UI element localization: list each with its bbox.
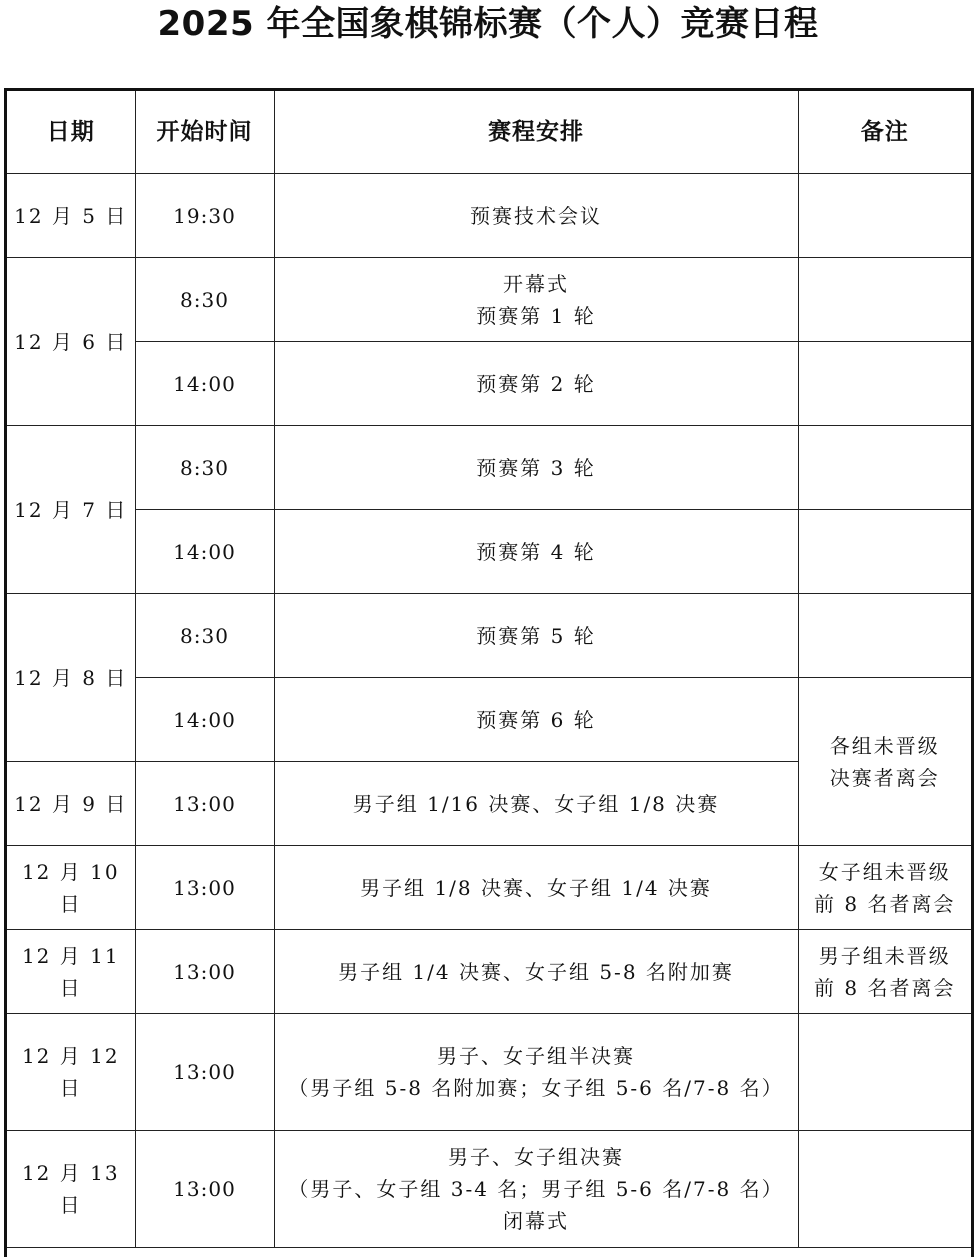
time-cell: 13:00 [135, 930, 274, 1014]
schedule-line: 预赛第 2 轮 [476, 371, 596, 396]
schedule-line: 预赛第 3 轮 [476, 455, 596, 480]
schedule-line: 预赛第 4 轮 [476, 539, 596, 564]
schedule-line: 男子组 1/8 决赛、女子组 1/4 决赛 [360, 875, 712, 900]
schedule-cell [274, 846, 798, 930]
time-cell: 8:30 [135, 258, 274, 342]
note-line: 前 8 名者离会 [814, 891, 956, 916]
table-row [7, 258, 971, 342]
header-time: 开始时间 [135, 91, 274, 174]
schedule-line: 男子组 1/16 决赛、女子组 1/8 决赛 [352, 791, 720, 816]
time-cell: 14:00 [135, 678, 274, 762]
time-cell: 19:30 [135, 174, 274, 258]
date-cell: 12 月 9 日 [7, 762, 135, 846]
header-date: 日期 [7, 91, 135, 174]
table-row [7, 846, 971, 930]
date-cell: 12 月 8 日 [7, 594, 135, 762]
schedule-cell [274, 1131, 798, 1248]
note-line: 前 8 名者离会 [814, 975, 956, 1000]
note-cell [798, 174, 971, 258]
header-row [7, 91, 971, 174]
note-cell [798, 510, 971, 594]
schedule-cell [274, 426, 798, 510]
schedule-cell [274, 342, 798, 426]
time-cell: 14:00 [135, 342, 274, 426]
schedule-table [7, 91, 971, 1248]
page-title: 2025 年全国象棋锦标赛（个人）竞赛日程 [157, 4, 819, 44]
schedule-cell [274, 1014, 798, 1131]
note-cell [798, 930, 971, 1014]
date-cell: 12 月 11 日 [7, 930, 135, 1014]
header-note: 备注 [798, 91, 971, 174]
schedule-line: 开幕式 [503, 271, 569, 296]
schedule-line: 预赛第 1 轮 [476, 303, 596, 328]
table-row [7, 930, 971, 1014]
schedule-line: 预赛第 5 轮 [476, 623, 596, 648]
table-row [7, 1014, 971, 1131]
table-row [7, 426, 971, 510]
note-cell [798, 678, 971, 846]
table-row [7, 342, 971, 426]
note-line: 决赛者离会 [829, 765, 940, 790]
schedule-cell [274, 762, 798, 846]
date-cell: 12 月 10 日 [7, 846, 135, 930]
time-cell: 13:00 [135, 846, 274, 930]
schedule-line: 闭幕式 [503, 1209, 569, 1233]
note-line: 各组未晋级 [829, 733, 940, 758]
schedule-line: 男子、女子组半决赛 [437, 1044, 635, 1068]
schedule-line: 预赛第 6 轮 [476, 707, 596, 732]
date-cell: 12 月 12 日 [7, 1014, 135, 1131]
schedule-line: 预赛技术会议 [470, 203, 602, 228]
date-cell: 12 月 7 日 [7, 426, 135, 594]
schedule-cell [274, 594, 798, 678]
time-cell: 8:30 [135, 594, 274, 678]
schedule-line: （男子组 5-8 名附加赛；女子组 5-6 名/7-8 名） [288, 1076, 784, 1100]
time-cell: 13:00 [135, 1131, 274, 1248]
note-cell [798, 594, 971, 678]
date-cell: 12 月 5 日 [7, 174, 135, 258]
schedule-cell [274, 930, 798, 1014]
schedule-cell [274, 678, 798, 762]
time-cell: 14:00 [135, 510, 274, 594]
schedule-line: 男子组 1/4 决赛、女子组 5-8 名附加赛 [338, 959, 734, 984]
time-cell: 13:00 [135, 762, 274, 846]
table-row [7, 1131, 971, 1248]
schedule-cell [274, 174, 798, 258]
header-schedule: 赛程安排 [274, 91, 798, 174]
date-cell: 12 月 6 日 [7, 258, 135, 426]
date-cell: 12 月 13 日 [7, 1131, 135, 1248]
note-cell [798, 846, 971, 930]
note-cell [798, 1014, 971, 1131]
note-line: 女子组未晋级 [818, 859, 951, 884]
table-row [7, 510, 971, 594]
schedule-cell [274, 258, 798, 342]
schedule-cell [274, 510, 798, 594]
table-row [7, 174, 971, 258]
table-row [7, 678, 971, 762]
note-cell [798, 342, 971, 426]
schedule-line: 男子、女子组决赛 [448, 1145, 624, 1169]
schedule-table-frame [4, 88, 974, 1257]
note-cell [798, 258, 971, 342]
note-cell [798, 426, 971, 510]
table-row [7, 594, 971, 678]
time-cell: 13:00 [135, 1014, 274, 1131]
schedule-line: （男子、女子组 3-4 名；男子组 5-6 名/7-8 名） [288, 1177, 784, 1201]
note-cell [798, 1131, 971, 1248]
note-line: 男子组未晋级 [818, 943, 951, 968]
time-cell: 8:30 [135, 426, 274, 510]
